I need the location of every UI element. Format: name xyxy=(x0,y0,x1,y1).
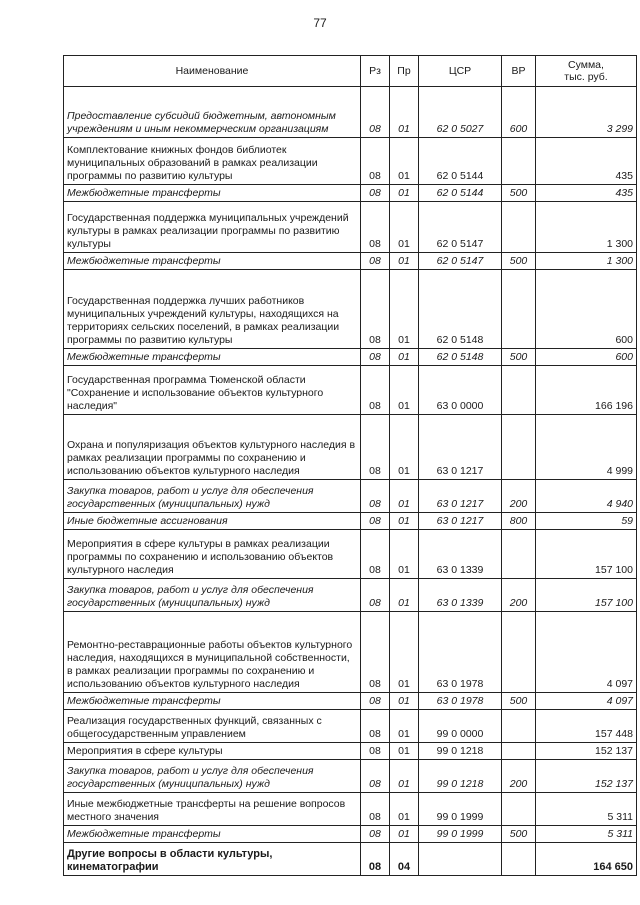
cell-rz: 08 xyxy=(361,793,390,826)
cell-name: Иные межбюджетные трансферты на решение вопросов местного значения xyxy=(64,793,361,826)
cell-vr: 500 xyxy=(502,826,536,843)
cell-vr: 500 xyxy=(502,349,536,366)
cell-rz: 08 xyxy=(361,138,390,185)
cell-vr xyxy=(502,415,536,480)
cell-pr: 01 xyxy=(390,138,419,185)
cell-sum: 1 300 xyxy=(536,202,637,253)
cell-sum: 4 940 xyxy=(536,480,637,513)
cell-sum: 4 999 xyxy=(536,415,637,480)
table-row xyxy=(64,202,637,253)
cell-csr: 63 0 1217 xyxy=(419,513,502,530)
cell-sum: 435 xyxy=(536,138,637,185)
cell-sum: 5 311 xyxy=(536,793,637,826)
budget-table xyxy=(63,55,637,876)
cell-pr: 01 xyxy=(390,185,419,202)
cell-vr xyxy=(502,366,536,415)
cell-name: Охрана и популяризация объектов культурного наследия в рамках реализации программы по сохранению и использованию объектов культурного наследия xyxy=(64,415,361,480)
cell-sum: 435 xyxy=(536,185,637,202)
table-header-row xyxy=(64,56,637,87)
cell-sum: 166 196 xyxy=(536,366,637,415)
cell-pr: 01 xyxy=(390,270,419,349)
cell-name: Межбюджетные трансферты xyxy=(64,349,361,366)
cell-pr: 01 xyxy=(390,202,419,253)
cell-csr: 63 0 1978 xyxy=(419,693,502,710)
cell-rz: 08 xyxy=(361,513,390,530)
cell-csr: 99 0 1218 xyxy=(419,760,502,793)
cell-csr xyxy=(419,843,502,876)
cell-vr xyxy=(502,743,536,760)
cell-csr: 62 0 5147 xyxy=(419,202,502,253)
cell-name: Закупка товаров, работ и услуг для обеспечения государственных (муниципальных) нужд xyxy=(64,480,361,513)
cell-name: Другие вопросы в области культуры, кинематографии xyxy=(64,843,361,876)
header-sum-line2: тыс. руб. xyxy=(564,71,608,83)
cell-pr: 01 xyxy=(390,710,419,743)
cell-vr xyxy=(502,270,536,349)
header-vr: ВР xyxy=(502,56,536,87)
header-rz: Рз xyxy=(361,56,390,87)
cell-rz: 08 xyxy=(361,843,390,876)
cell-rz: 08 xyxy=(361,693,390,710)
cell-csr: 99 0 1999 xyxy=(419,793,502,826)
header-csr: ЦСР xyxy=(419,56,502,87)
cell-vr xyxy=(502,612,536,693)
cell-pr: 01 xyxy=(390,579,419,612)
cell-name: Предоставление субсидий бюджетным, автономным учреждениям и иным некоммерческим организациям xyxy=(64,87,361,138)
cell-rz: 08 xyxy=(361,530,390,579)
cell-name: Комплектование книжных фондов библиотек муниципальных образований в рамках реализации программы по развитию культуры xyxy=(64,138,361,185)
cell-csr: 62 0 5148 xyxy=(419,270,502,349)
cell-pr: 01 xyxy=(390,693,419,710)
header-sum xyxy=(536,56,637,87)
cell-sum: 600 xyxy=(536,270,637,349)
cell-sum: 157 100 xyxy=(536,579,637,612)
cell-pr: 01 xyxy=(390,826,419,843)
cell-pr: 01 xyxy=(390,760,419,793)
cell-csr: 62 0 5148 xyxy=(419,349,502,366)
cell-sum: 4 097 xyxy=(536,612,637,693)
cell-pr: 04 xyxy=(390,843,419,876)
cell-csr: 62 0 5027 xyxy=(419,87,502,138)
cell-name: Межбюджетные трансферты xyxy=(64,693,361,710)
cell-vr: 200 xyxy=(502,579,536,612)
cell-name: Межбюджетные трансферты xyxy=(64,826,361,843)
page-number: 77 xyxy=(313,16,327,30)
table-row xyxy=(64,253,637,270)
cell-vr xyxy=(502,710,536,743)
cell-name: Закупка товаров, работ и услуг для обеспечения государственных (муниципальных) нужд xyxy=(64,579,361,612)
cell-csr: 99 0 0000 xyxy=(419,710,502,743)
cell-sum: 152 137 xyxy=(536,743,637,760)
cell-vr: 500 xyxy=(502,693,536,710)
header-pr: Пр xyxy=(390,56,419,87)
table-row xyxy=(64,87,637,138)
cell-rz: 08 xyxy=(361,202,390,253)
cell-sum: 1 300 xyxy=(536,253,637,270)
cell-vr xyxy=(502,138,536,185)
table-row xyxy=(64,530,637,579)
table-row xyxy=(64,693,637,710)
cell-pr: 01 xyxy=(390,349,419,366)
cell-csr: 62 0 5147 xyxy=(419,253,502,270)
header-name: Наименование xyxy=(64,56,361,87)
cell-vr xyxy=(502,843,536,876)
cell-rz: 08 xyxy=(361,366,390,415)
table-row xyxy=(64,826,637,843)
cell-csr: 62 0 5144 xyxy=(419,185,502,202)
table-row xyxy=(64,843,637,876)
table-row xyxy=(64,415,637,480)
cell-pr: 01 xyxy=(390,513,419,530)
cell-csr: 99 0 1999 xyxy=(419,826,502,843)
header-sum-line1: Сумма, xyxy=(568,59,604,71)
table-row xyxy=(64,612,637,693)
table-row xyxy=(64,793,637,826)
cell-rz: 08 xyxy=(361,349,390,366)
cell-name: Государственная программа Тюменской области "Сохранение и использование объектов культурного наследия" xyxy=(64,366,361,415)
cell-sum: 5 311 xyxy=(536,826,637,843)
cell-vr xyxy=(502,202,536,253)
cell-pr: 01 xyxy=(390,530,419,579)
table-row xyxy=(64,480,637,513)
cell-rz: 08 xyxy=(361,415,390,480)
table-row xyxy=(64,270,637,349)
cell-rz: 08 xyxy=(361,579,390,612)
table-row xyxy=(64,138,637,185)
cell-rz: 08 xyxy=(361,270,390,349)
cell-csr: 63 0 1978 xyxy=(419,612,502,693)
table-row xyxy=(64,185,637,202)
cell-csr: 63 0 0000 xyxy=(419,366,502,415)
cell-rz: 08 xyxy=(361,185,390,202)
cell-sum: 164 650 xyxy=(536,843,637,876)
cell-csr: 99 0 1218 xyxy=(419,743,502,760)
cell-rz: 08 xyxy=(361,743,390,760)
cell-csr: 63 0 1339 xyxy=(419,579,502,612)
table-row xyxy=(64,366,637,415)
cell-pr: 01 xyxy=(390,480,419,513)
table-row xyxy=(64,760,637,793)
cell-vr: 200 xyxy=(502,760,536,793)
cell-pr: 01 xyxy=(390,253,419,270)
cell-sum: 59 xyxy=(536,513,637,530)
cell-name: Межбюджетные трансферты xyxy=(64,185,361,202)
cell-rz: 08 xyxy=(361,253,390,270)
cell-name: Ремонтно-реставрационные работы объектов культурного наследия, находящихся в муниципальной собственности, в рамках реализации программы по сохранению и использованию объектов культурного наследия xyxy=(64,612,361,693)
cell-pr: 01 xyxy=(390,793,419,826)
table-row xyxy=(64,579,637,612)
cell-csr: 63 0 1217 xyxy=(419,480,502,513)
table-row xyxy=(64,710,637,743)
cell-rz: 08 xyxy=(361,480,390,513)
cell-vr: 500 xyxy=(502,253,536,270)
cell-sum: 600 xyxy=(536,349,637,366)
cell-vr: 200 xyxy=(502,480,536,513)
table-body xyxy=(64,87,637,876)
cell-vr xyxy=(502,530,536,579)
cell-sum: 157 100 xyxy=(536,530,637,579)
cell-name: Реализация государственных функций, связанных с общегосударственным управлением xyxy=(64,710,361,743)
cell-pr: 01 xyxy=(390,366,419,415)
cell-csr: 63 0 1217 xyxy=(419,415,502,480)
cell-sum: 4 097 xyxy=(536,693,637,710)
cell-vr xyxy=(502,793,536,826)
cell-name: Мероприятия в сфере культуры xyxy=(64,743,361,760)
table-row xyxy=(64,513,637,530)
cell-vr: 500 xyxy=(502,185,536,202)
cell-pr: 01 xyxy=(390,87,419,138)
cell-name: Закупка товаров, работ и услуг для обеспечения государственных (муниципальных) нужд xyxy=(64,760,361,793)
cell-pr: 01 xyxy=(390,612,419,693)
cell-pr: 01 xyxy=(390,743,419,760)
cell-name: Межбюджетные трансферты xyxy=(64,253,361,270)
cell-name: Государственная поддержка муниципальных учреждений культуры в рамках реализации программы по развитию культуры xyxy=(64,202,361,253)
cell-name: Государственная поддержка лучших работников муниципальных учреждений культуры, находящихся на территориях сельских поселений, в рамках реализации программы по развитию культуры xyxy=(64,270,361,349)
cell-rz: 08 xyxy=(361,826,390,843)
cell-vr: 800 xyxy=(502,513,536,530)
table-row xyxy=(64,743,637,760)
cell-name: Иные бюджетные ассигнования xyxy=(64,513,361,530)
cell-rz: 08 xyxy=(361,710,390,743)
cell-rz: 08 xyxy=(361,87,390,138)
cell-csr: 63 0 1339 xyxy=(419,530,502,579)
cell-sum: 3 299 xyxy=(536,87,637,138)
cell-csr: 62 0 5144 xyxy=(419,138,502,185)
cell-rz: 08 xyxy=(361,760,390,793)
cell-sum: 157 448 xyxy=(536,710,637,743)
cell-rz: 08 xyxy=(361,612,390,693)
cell-vr: 600 xyxy=(502,87,536,138)
cell-name: Мероприятия в сфере культуры в рамках реализации программы по сохранению и использованию объектов культурного наследия xyxy=(64,530,361,579)
cell-sum: 152 137 xyxy=(536,760,637,793)
cell-pr: 01 xyxy=(390,415,419,480)
table-row xyxy=(64,349,637,366)
